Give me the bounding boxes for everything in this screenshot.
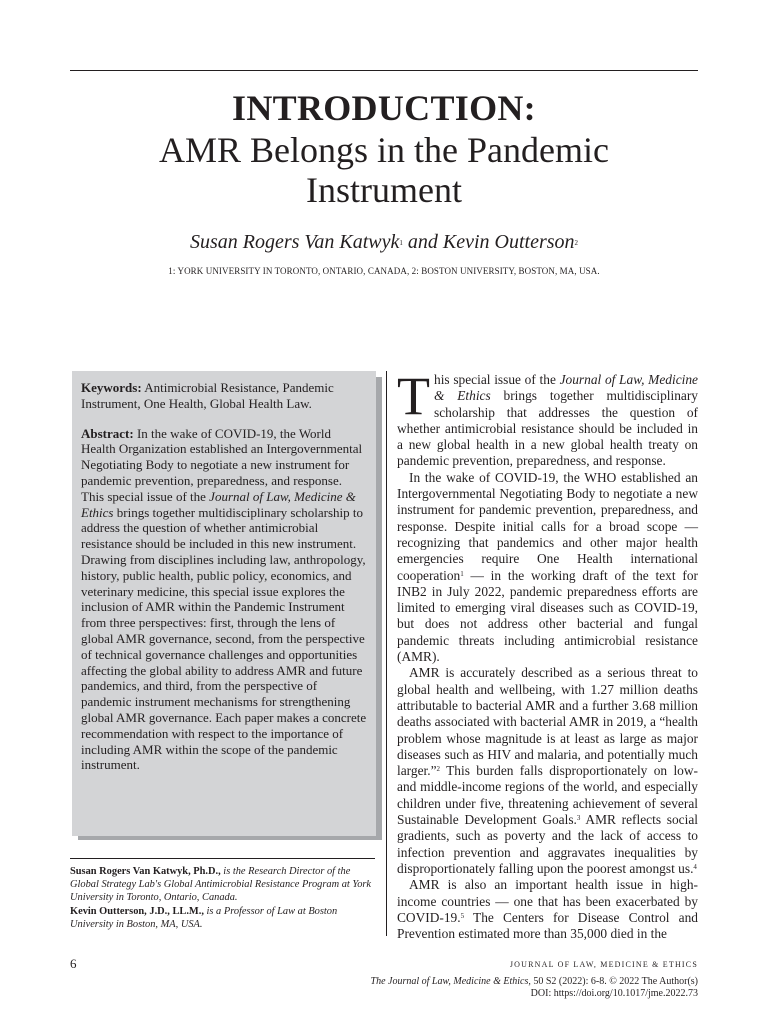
author-1: Susan Rogers Van Katwyk (189, 231, 400, 253)
bio-2-text: is a Professor of Law at Boston University in Boston, MA, USA. (70, 905, 338, 930)
citation (371, 976, 698, 1000)
footnote-ref-5[interactable]: 5 (460, 911, 465, 920)
abstract-journal-name: Journal of Law, Medicine & Ethics (81, 488, 356, 520)
paragraph-2 (397, 470, 698, 666)
top-rule (70, 70, 698, 71)
bio-2-name: Kevin Outterson, J.D., LL.M., (70, 905, 204, 917)
author-bios (70, 858, 375, 931)
p2-text-a: In the wake of COVID-19, the WHO established an Intergovernmental Negotiating Body to negotiate a new instrument for pandemic prevention, preparedness, and response. Despite initial calls for a broad scope — recognizing that pandemics and other major health emergencies require One Health international cooperation (397, 469, 698, 583)
paragraph-1 (397, 366, 699, 470)
article-title (0, 130, 768, 210)
article-title-text: AMR Belongs in the Pandemic Instrument (159, 130, 609, 210)
citation-details: 50 S2 (2022): 6-8. © 2022 The Author(s) (530, 976, 698, 987)
p1-journal-name: Journal of Law, Medicine & Ethics (434, 372, 699, 404)
column-rule (386, 371, 387, 936)
abstract-text-2: brings together multidisciplinary scholarship to address the question of whether antimicrobial resistance should be included in this new instrument. Drawing from disciplines including law, anthropology, history, public health, public policy, economics, and veterinary medicine, this special issue explores the inclusion of AMR within the Pandemic Instrument from three perspectives: first, through the lens of global AMR governance, second, from the perspective of technical governance challenges and opportunities affecting the global ability to address AMR and future pandemics, and third, from the perspective of pandemic instrument mechanisms for strengthening global AMR governance. Each paper makes a concrete recommendation with respect to the importance of including AMR within the scope of the pandemic instrument. (81, 504, 367, 773)
paragraph-3 (397, 665, 698, 877)
footnote-ref-2[interactable]: 2 (436, 765, 441, 774)
bio-1 (70, 865, 375, 905)
keywords-label: Keywords: (81, 380, 142, 395)
footnote-ref-3[interactable]: 3 (576, 814, 581, 823)
p4-text-a: AMR is also an important health issue in high-income countries — one that has been exacerbated by COVID-19. (397, 877, 698, 925)
abstract-text-1: In the wake of COVID-19, the World Health Organization established an Intergovernmental Negotiating Body to negotiate a new instrument for pandemic prevention, preparedness, and response. This special issue of the (81, 425, 363, 504)
footnote-ref-4[interactable]: 4 (693, 862, 697, 871)
abstract (81, 426, 367, 774)
author-1-affil: 1 (399, 239, 403, 247)
author-2-affil: 2 (574, 239, 579, 247)
author-joiner: and (402, 231, 443, 253)
running-head: JOURNAL OF LAW, MEDICINE & ETHICS (509, 960, 698, 969)
p4-text-b: The Centers for Disease Control and Prevention estimated more than 35,000 died in the (397, 909, 698, 942)
paragraph-4 (397, 877, 698, 942)
author-line (0, 230, 768, 255)
affiliations: 1: YORK UNIVERSITY IN TORONTO, ONTARIO, CANADA, 2: BOSTON UNIVERSITY, BOSTON, MA, USA. (168, 266, 600, 276)
p3-text-c: AMR reflects social gradients, such as poverty and the lack of access to infection prevention and aggravates inequalities by disproportionately falling upon the poorest amongst us. (397, 812, 698, 876)
body-text (397, 366, 699, 942)
keywords (81, 380, 367, 412)
bio-1-text: is the Research Director of the Global Strategy Lab's Global Antimicrobial Resistance Program at York University in Toronto, Ontario, Canada. (70, 866, 372, 904)
citation-line (371, 976, 698, 988)
keywords-text: Antimicrobial Resistance, Pandemic Instrument, One Health, Global Health Law. (81, 380, 334, 411)
p1-text-b: brings together multidisciplinary scholarship that addresses the question of whether antimicrobial resistance should be included in a new global health in a new global health treaty on pandemic prevention, preparedness, and response. (397, 388, 698, 469)
doi-link[interactable]: DOI: https://doi.org/10.1017/jme.2022.73 (530, 988, 698, 999)
page-number: 6 (70, 956, 77, 971)
author-2: Kevin Outterson (442, 231, 575, 253)
bio-1-name: Susan Rogers Van Katwyk, Ph.D., (70, 866, 221, 877)
p3-text-a: AMR is accurately described as a serious threat to global health and wellbeing, with 1.27 million deaths attributable to bacterial AMR and a further 3.68 million deaths associated with bacterial AMR in 2019, a “health problem whose magnitude is at least as large as major diseases such as HIV and malaria, and potentially much larger.” (397, 665, 698, 779)
p2-text-b: — in the working draft of the text for INB2 in July 2022, pandemic preparedness efforts are limited to emerging viral diseases such as COVID-19, but does not address other bacterial and fungal pandemic threats including antimicrobial resistance (AMR). (397, 567, 698, 665)
p1-text-a: his special issue of the (434, 372, 560, 387)
abstract-box (72, 371, 376, 836)
p3-text-b: This burden falls disproportionately on low- and middle-income regions of the world, and especially children under five, threatening achievement of several Sustainable Development Goals. (397, 763, 698, 828)
abstract-label: Abstract: (81, 425, 134, 441)
footnote-ref-1[interactable]: 1 (460, 569, 464, 578)
article-title-label: INTRODUCTION: (232, 88, 536, 128)
drop-cap: T (397, 366, 430, 426)
bio-2 (70, 905, 375, 931)
citation-journal: The Journal of Law, Medicine & Ethics, (370, 976, 531, 987)
